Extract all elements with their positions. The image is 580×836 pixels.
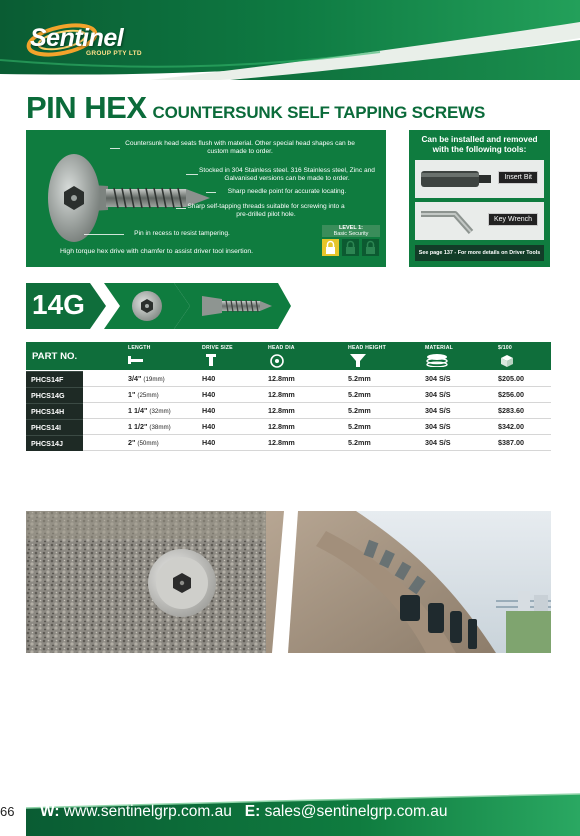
- drive-value: H40: [202, 438, 216, 447]
- head-dia-value: 12.8mm: [268, 374, 295, 383]
- table-row: [26, 403, 551, 419]
- callout-material: Stocked in 304 Stainless steel. 316 Stainless steel, Zinc and Galvanised versions can be made to order.: [199, 167, 375, 182]
- length-value: 2": [128, 438, 136, 447]
- insert-bit-tool: [415, 160, 544, 198]
- price-value: $342.00: [498, 422, 524, 431]
- callout-threads: Sharp self-tapping threads suitable for screwing into a pre-drilled pilot hole.: [187, 203, 345, 218]
- price-cell: [498, 435, 524, 451]
- head-height-cell: [348, 435, 371, 451]
- key-wrench-label: Key Wrench: [488, 213, 538, 226]
- table-row: [26, 435, 551, 451]
- callout-point: Sharp needle point for accurate locating.: [227, 188, 347, 195]
- logo-wordmark: Sentinel: [30, 24, 124, 52]
- logo-tagline: GROUP PTY LTD: [86, 50, 142, 57]
- gauge-label: 14G: [32, 289, 85, 320]
- footer-band: [0, 792, 580, 836]
- head-height-value: 5.2mm: [348, 438, 371, 447]
- length-icon: [128, 354, 144, 366]
- part-number-cell: PHCS14F: [26, 371, 83, 387]
- lock-icon-inactive: [362, 239, 379, 256]
- installation-photos: [26, 511, 551, 653]
- head-height-cell: [348, 387, 371, 403]
- material-value: 304 S/S: [425, 406, 451, 415]
- head-dia-icon: [270, 354, 284, 368]
- web-prefix: W:: [40, 803, 60, 820]
- col-length-header: LENGTH: [128, 345, 151, 351]
- material-cell: [425, 403, 451, 419]
- material-cell: [425, 419, 451, 435]
- drive-cell: [202, 435, 215, 451]
- head-height-value: 5.2mm: [348, 406, 371, 415]
- length-value: 1": [128, 390, 136, 399]
- sentinel-logo: [24, 18, 184, 62]
- installation-photo-image: [26, 511, 551, 653]
- head-dia-value: 12.8mm: [268, 406, 295, 415]
- head-height-cell: [348, 419, 371, 435]
- website-link[interactable]: www.sentinelgrp.com.au: [63, 803, 232, 820]
- table-row: [26, 387, 551, 403]
- price-value: $256.00: [498, 390, 524, 399]
- head-dia-value: 12.8mm: [268, 422, 295, 431]
- length-mm-value: (25mm): [137, 392, 159, 399]
- page-title: [26, 90, 485, 126]
- part-number-cell: PHCS14H: [26, 403, 83, 419]
- security-level-badge: [322, 225, 380, 261]
- length-mm-value: (38mm): [149, 424, 171, 431]
- email-prefix: E:: [244, 803, 261, 820]
- callout-leader: [110, 148, 120, 149]
- length-mm-value: (19mm): [143, 376, 165, 383]
- length-mm-value: (32mm): [149, 408, 171, 415]
- header-band: [0, 0, 580, 80]
- drive-size-icon: [204, 354, 218, 367]
- head-dia-cell: [268, 371, 295, 387]
- head-height-cell: [348, 403, 371, 419]
- callout-pin: Pin in recess to resist tampering.: [134, 230, 230, 237]
- price-cell: [498, 403, 524, 419]
- drive-value: H40: [202, 374, 216, 383]
- title-main: PIN HEX: [26, 90, 147, 125]
- part-no-header: PART NO.: [32, 351, 78, 362]
- head-dia-cell: [268, 419, 295, 435]
- drive-value: H40: [202, 406, 216, 415]
- table-row: [26, 419, 551, 435]
- material-value: 304 S/S: [425, 390, 451, 399]
- price-cell: [498, 387, 524, 403]
- col-head-height-header: HEAD HEIGHT: [348, 345, 386, 351]
- col-drive-header: DRIVE SIZE: [202, 345, 233, 351]
- head-height-value: 5.2mm: [348, 374, 371, 383]
- material-cell: [425, 387, 451, 403]
- head-dia-cell: [268, 403, 295, 419]
- tools-heading: Can be installed and removed with the following tools:: [421, 135, 538, 154]
- material-value: 304 S/S: [425, 438, 451, 447]
- security-level-title: LEVEL 1:: [338, 225, 364, 231]
- lock-icon-inactive: [342, 239, 359, 256]
- material-icon: [426, 354, 448, 367]
- length-value: 3/4": [128, 374, 142, 383]
- callout-leader: [84, 234, 124, 235]
- part-number-cell: PHCS14J: [26, 435, 83, 451]
- gauge-strip: [26, 283, 291, 329]
- material-cell: [425, 435, 451, 451]
- price-cell: [498, 371, 524, 387]
- tools-panel: [409, 130, 550, 267]
- security-level-subtitle: Basic Security: [333, 231, 369, 237]
- length-mm-value: (50mm): [137, 440, 159, 447]
- head-height-value: 5.2mm: [348, 422, 371, 431]
- price-value: $283.60: [498, 406, 524, 415]
- tools-footnote: See page 137 - For more details on Driver Tools: [415, 245, 544, 261]
- col-head-dia-header: HEAD DIA: [268, 345, 295, 351]
- head-height-icon: [350, 354, 366, 367]
- callout-leader: [176, 208, 186, 209]
- head-dia-value: 12.8mm: [268, 438, 295, 447]
- drive-cell: [202, 371, 215, 387]
- title-sub: COUNTERSUNK SELF TAPPING SCREWS: [152, 103, 486, 122]
- drive-cell: [202, 403, 215, 419]
- col-price-header: $/100: [498, 345, 512, 351]
- material-cell: [425, 371, 451, 387]
- callout-head: Countersunk head seats flush with material. Other special head shapes can be custom made to order.: [125, 140, 355, 155]
- drive-value: H40: [202, 390, 216, 399]
- drive-cell: [202, 419, 215, 435]
- part-number-cell: PHCS14G: [26, 387, 83, 403]
- price-value: $387.00: [498, 438, 524, 447]
- material-value: 304 S/S: [425, 422, 451, 431]
- footer-contact: [40, 803, 447, 821]
- drive-cell: [202, 387, 215, 403]
- head-dia-cell: [268, 435, 295, 451]
- part-number-cell: PHCS14I: [26, 419, 83, 435]
- length-value: 1 1/2": [128, 422, 148, 431]
- page-number: 66: [0, 804, 15, 819]
- security-level-label: [322, 225, 380, 237]
- insert-bit-label: Insert Bit: [498, 171, 538, 184]
- price-cell: [498, 419, 524, 435]
- callout-hex-drive: High torque hex drive with chamfer to assist driver tool insertion.: [60, 248, 254, 255]
- table-header: [26, 342, 551, 370]
- head-dia-cell: [268, 387, 295, 403]
- lock-icon: [322, 239, 339, 256]
- material-value: 304 S/S: [425, 374, 451, 383]
- box-icon: [500, 354, 514, 368]
- head-height-value: 5.2mm: [348, 390, 371, 399]
- table-row: [26, 371, 551, 387]
- length-value: 1 1/4": [128, 406, 148, 415]
- key-wrench-tool: [415, 202, 544, 240]
- row-divider: [83, 450, 551, 451]
- col-material-header: MATERIAL: [425, 345, 454, 351]
- head-height-cell: [348, 371, 371, 387]
- drive-value: H40: [202, 422, 216, 431]
- price-value: $205.00: [498, 374, 524, 383]
- callout-leader: [186, 174, 198, 175]
- email-link[interactable]: sales@sentinelgrp.com.au: [264, 803, 448, 820]
- head-dia-value: 12.8mm: [268, 390, 295, 399]
